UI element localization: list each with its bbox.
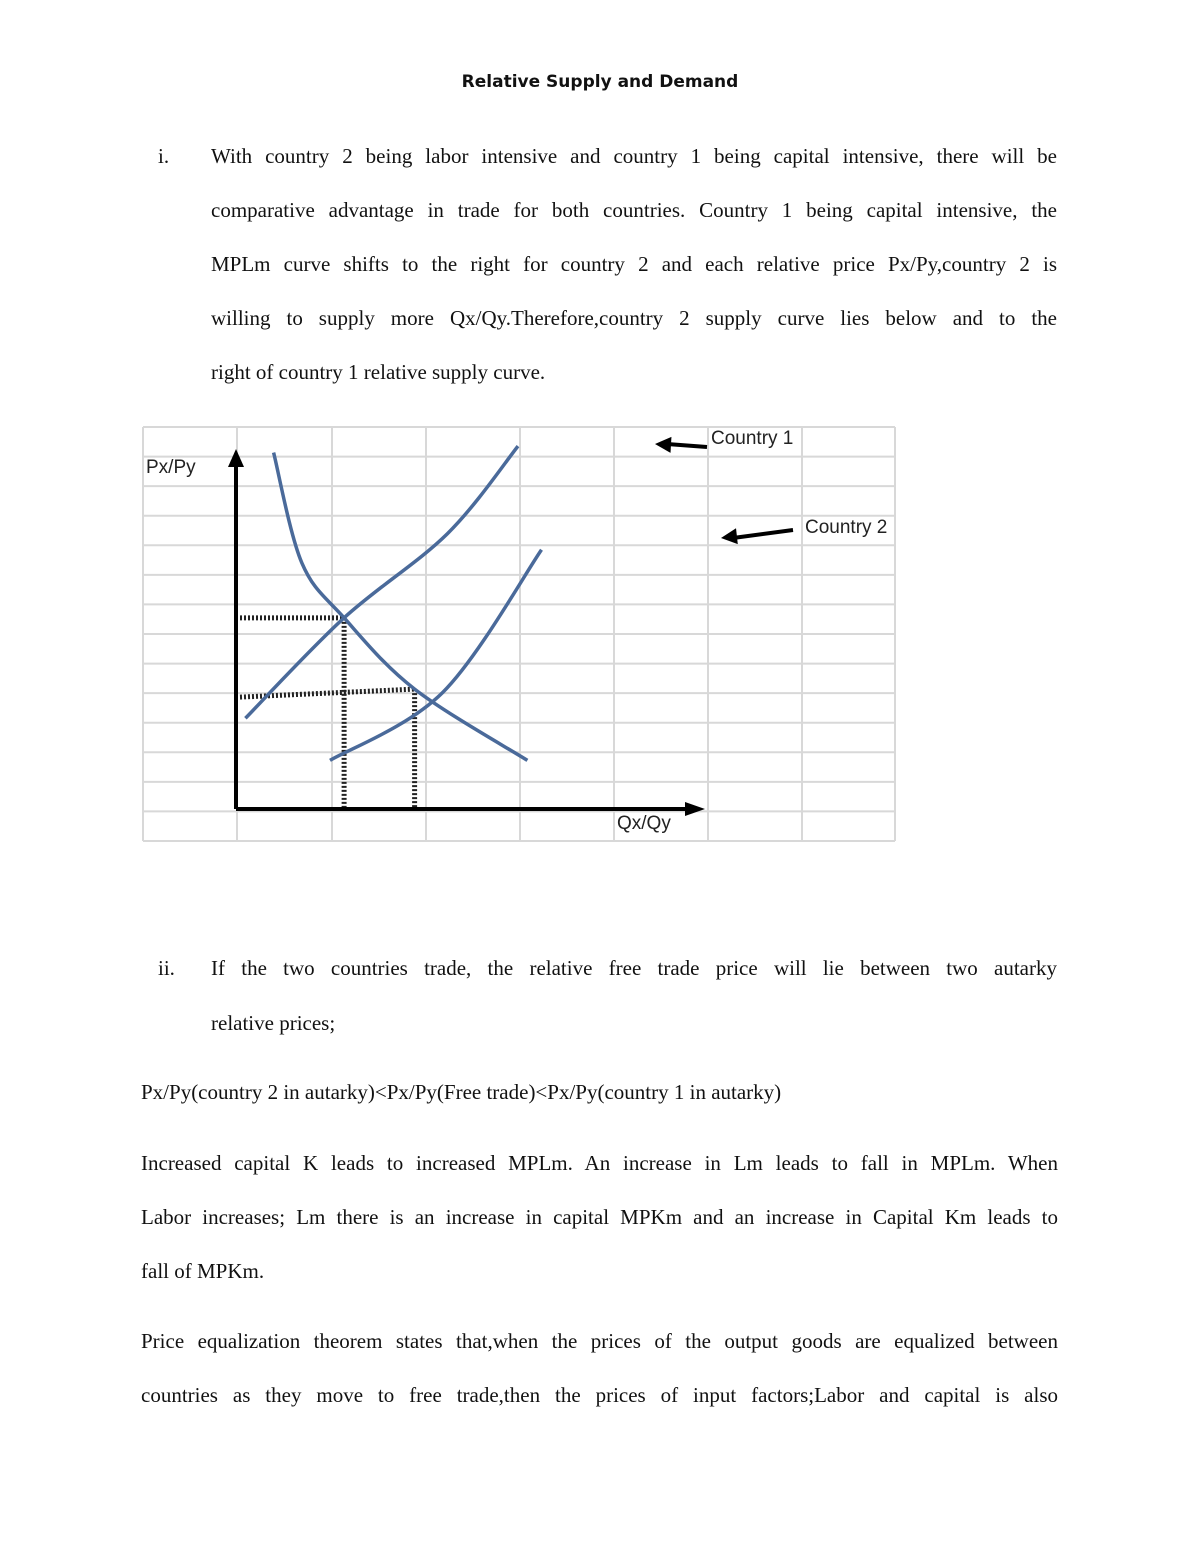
y-axis-label: Px/Py	[146, 457, 196, 478]
country-1-arrowhead-icon	[655, 437, 671, 453]
y-axis-arrow-icon	[228, 449, 244, 467]
country-2-arrowhead-icon	[721, 528, 738, 544]
paragraph-2-line-2: countries as they move to free trade,then the prices of input factors;Labor and capital is also	[141, 1383, 1058, 1407]
country-2-legend-label: Country 2	[805, 517, 888, 538]
item-i-line-1: With country 2 being labor intensive and country 1 being capital intensive, there will be	[211, 144, 1057, 168]
chart-svg	[141, 425, 897, 843]
x-axis-arrow-icon	[685, 802, 705, 816]
price-inequality-formula: Px/Py(country 2 in autarky)<Px/Py(Free trade)<Px/Py(country 1 in autarky)	[141, 1080, 782, 1104]
item-i-line-3: MPLm curve shifts to the right for country 2 and each relative price Px/Py,country 2 is	[211, 252, 1057, 276]
paragraph-2-line-1: Price equalization theorem states that,when the prices of the output goods are equalized between	[141, 1329, 1058, 1353]
item-i-line-2: comparative advantage in trade for both countries. Country 1 being capital intensive, the	[211, 198, 1057, 222]
paragraph-1-line-1: Increased capital K leads to increased MPLm. An increase in Lm leads to fall in MPLm. When	[141, 1151, 1058, 1175]
item-ii-line-2: relative prices;	[211, 1011, 336, 1035]
paragraph-1-line-3: fall of MPKm.	[141, 1259, 265, 1283]
relative-supply-demand-chart	[141, 425, 897, 843]
country-1-legend-label: Country 1	[711, 428, 794, 449]
relative-demand-curve	[274, 453, 528, 761]
country-2-supply-curve	[330, 550, 542, 761]
item-i-marker: i.	[158, 144, 170, 168]
item-i-line-5: right of country 1 relative supply curve.	[211, 360, 546, 384]
document-title: Relative Supply and Demand	[461, 72, 739, 92]
paragraph-1-line-2: Labor increases; Lm there is an increase in capital MPKm and an increase in Capital Km leads to	[141, 1205, 1058, 1229]
x-axis-label: Qx/Qy	[617, 813, 671, 834]
item-ii-line-1: If the two countries trade, the relative free trade price will lie between two autarky	[211, 956, 1057, 980]
item-i-line-4: willing to supply more Qx/Qy.Therefore,country 2 supply curve lies below and to the	[211, 306, 1057, 330]
country-1-arrow-line	[667, 444, 707, 447]
item-ii-marker: ii.	[158, 956, 175, 980]
country-2-arrow-line	[733, 530, 793, 538]
